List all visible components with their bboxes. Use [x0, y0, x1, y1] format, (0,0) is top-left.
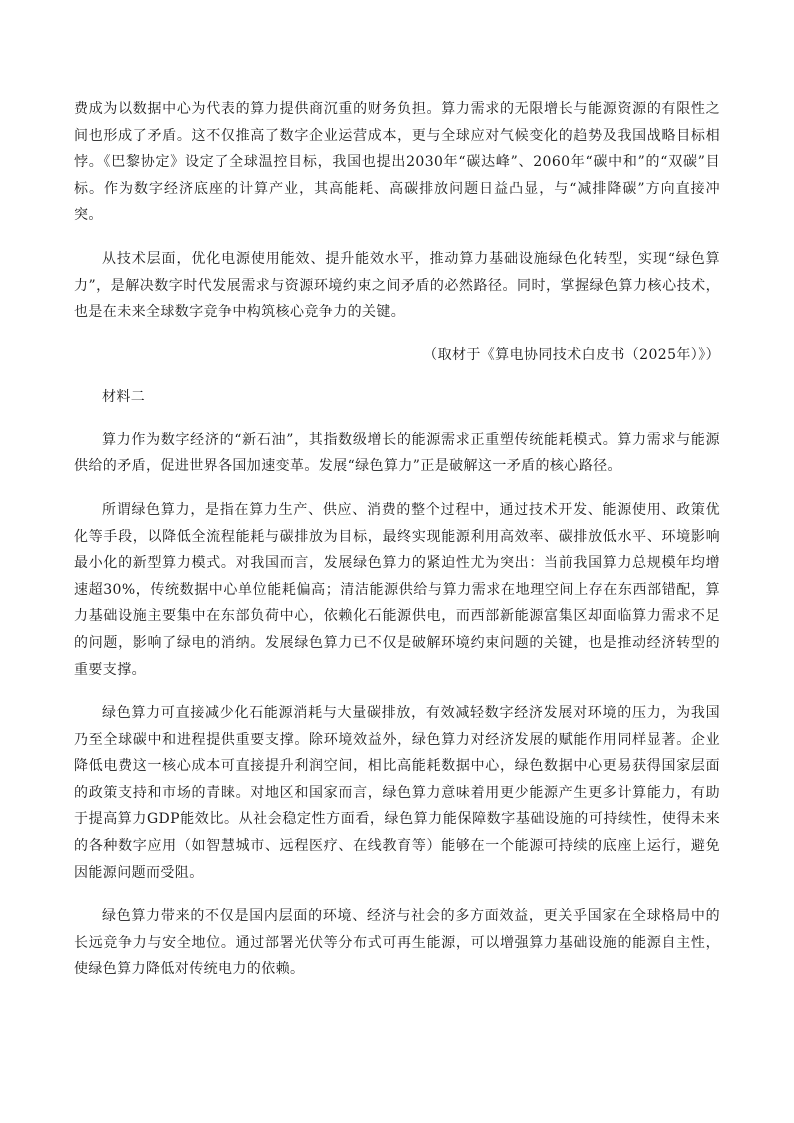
- paragraph: 绿色算力带来的不仅是国内层面的环境、经济与社会的多方面效益，更关乎国家在全球格局中的长远竞争力与安全地位。通过部署光伏等分布式可再生能源，可以增强算力基础设施的能源自主性，使绿色算力降低对传统电力的依赖。: [74, 908, 720, 978]
- paragraph: 从技术层面，优化电源使用能效、提升能效水平，推动算力基础设施绿色化转型，实现“绿色算力”，是解决数字时代发展需求与资源环境约束之间矛盾的必然路径。同时，掌握绿色算力核心技术，也是在未来全球数字竞争中构筑核心竞争力的关键。: [74, 250, 720, 321]
- paragraph: 所谓绿色算力，是指在算力生产、供应、消费的整个过程中，通过技术开发、能源使用、政策优化等手段，以降低全流程能耗与碳排放为目标，最终实现能源利用高效率、碳排放低水平、环境影响最小化的新型算力模式。对我国而言，发展绿色算力的紧迫性尤为突出：当前我国算力总规模年均增速超30%，传统数据中心单位能耗偏高；清洁能源供给与算力需求在地理空间上存在东西部错配，算力基础设施主要集中在东部负荷中心，依赖化石能源供电，而西部新能源富集区却面临算力需求不足的问题，影响了绿电的消纳。发展绿色算力已不仅是破解环境约束问题的关键，也是推动经济转型的重要支撑。: [74, 501, 720, 678]
- document-page: [74, 96, 720, 983]
- section-title: 材料二: [102, 388, 146, 405]
- paragraph: 算力作为数字经济的“新石油”，其指数级增长的能源需求正重塑传统能耗模式。算力需求与能源供给的矛盾，促进世界各国加速变革。发展“绿色算力”正是破解这一矛盾的核心路径。: [74, 431, 720, 475]
- paragraph: 绿色算力可直接减少化石能源消耗与大量碳排放，有效减轻数字经济发展对环境的压力，为我国乃至全球碳中和进程提供重要支撑。除环境效益外，绿色算力对经济发展的赋能作用同样显著。企业降低电费这一核心成本可直接提升利润空间，相比高能耗数据中心，绿色数据中心更易获得国家层面的政策支持和市场的青睐。对地区和国家而言，绿色算力意味着用更少能源产生更多计算能力，有助于提高算力GDP能效比。从社会稳定性方面看，绿色算力能保障数字基础设施的可持续性，使得未来的各种数字应用（如智慧城市、远程医疗、在线教育等）能够在一个能源可持续的底座上运行，避免因能源问题而受阻。: [74, 705, 720, 881]
- source-citation: （取材于《算电协同技术白皮书（2025年）》）: [423, 346, 720, 363]
- paragraph: 费成为以数据中心为代表的算力提供商沉重的财务负担。算力需求的无限增长与能源资源的有限性之间也形成了矛盾。这不仅推高了数字企业运营成本，更与全球应对气候变化的趋势及我国战略目标相悖。《巴黎协定》设定了全球温控目标，我国也提出2030年“碳达峰”、2060年“碳中和”的“双碳”目标。作为数字经济底座的计算产业，其高能耗、高碳排放问题日益凸显，与“减排降碳”方向直接冲突。: [74, 101, 720, 224]
